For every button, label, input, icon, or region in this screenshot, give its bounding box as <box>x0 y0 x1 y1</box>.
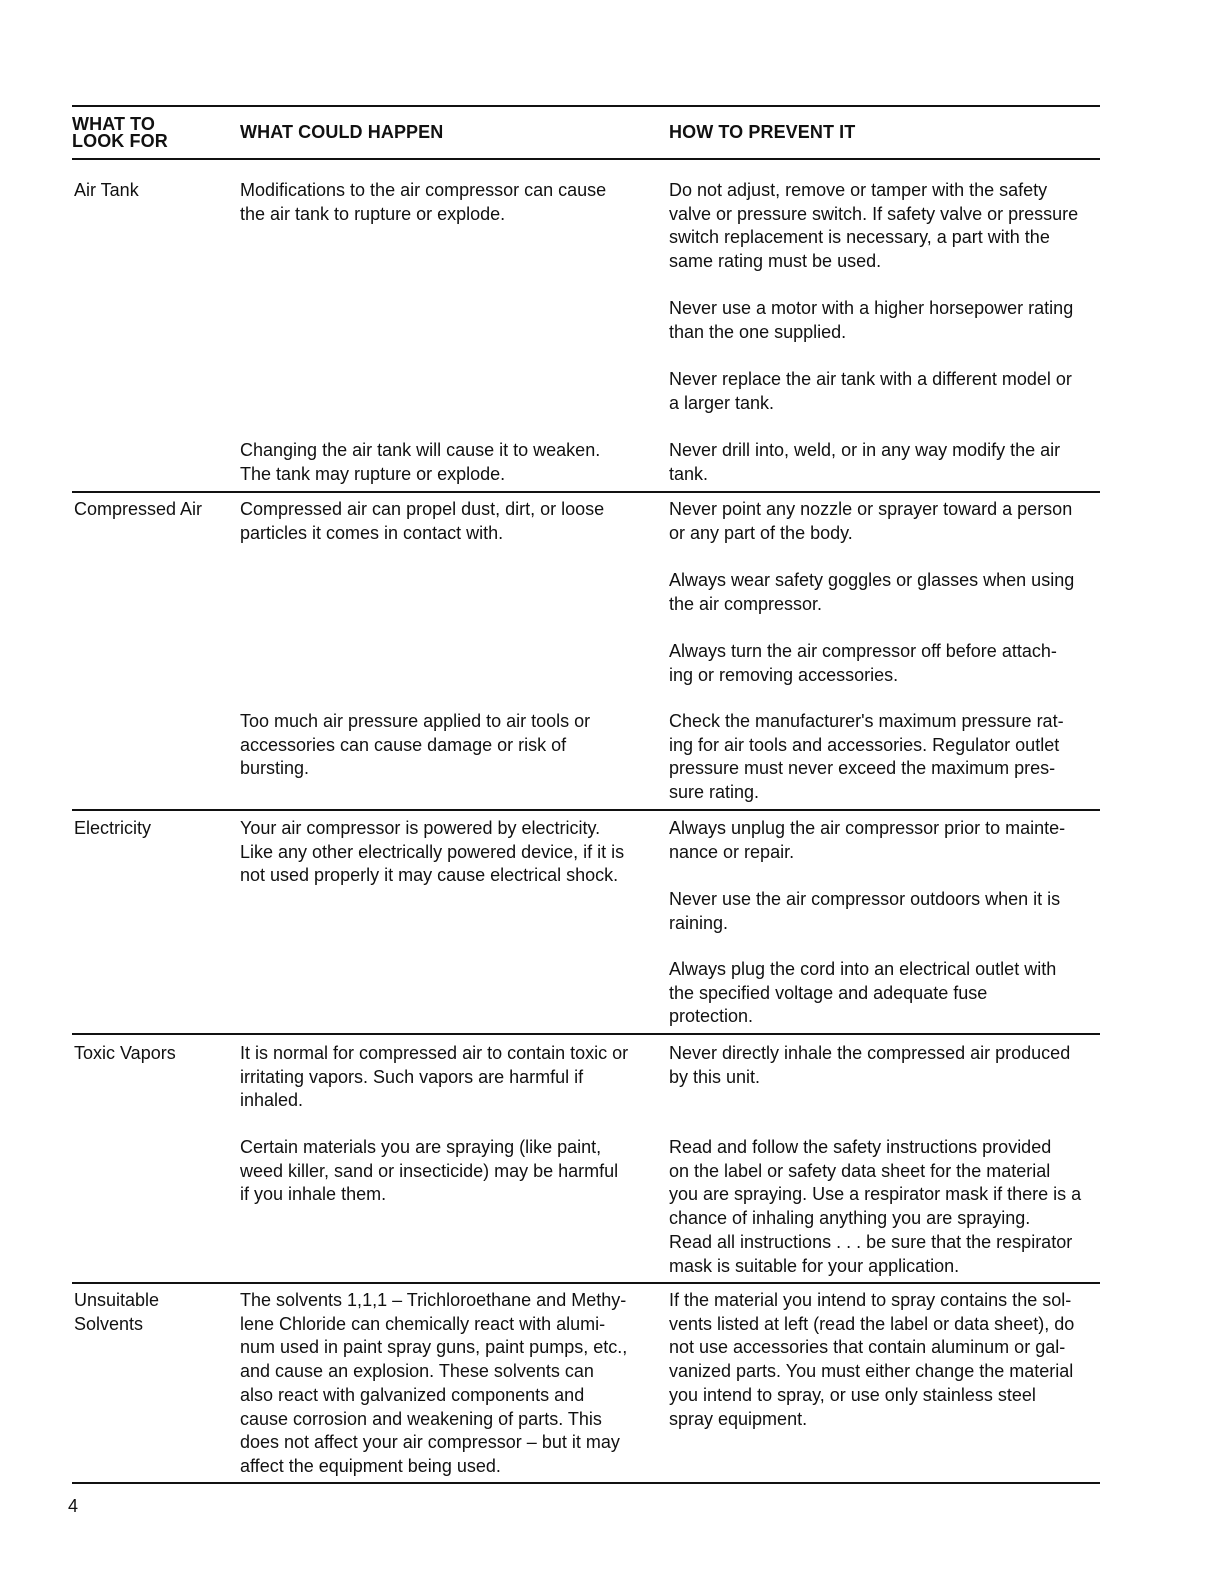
hazard-text: It is normal for compressed air to contain toxic or irritating vapors. Such vapors are harmful if inhaled. <box>240 1043 629 1111</box>
row-label-unsuitable-solvents: Unsuitable Solvents <box>74 1290 160 1334</box>
hazard-text: Modifications to the air compressor can cause the air tank to rupture or explode. <box>240 180 607 224</box>
prevention-text: Always wear safety goggles or glasses when using the air compressor. <box>669 570 1075 614</box>
row-label-electricity: Electricity <box>74 818 152 838</box>
row-divider <box>72 491 1100 493</box>
row-divider <box>72 1033 1100 1035</box>
row-label-compressed-air: Compressed Air <box>74 499 203 519</box>
prevention-text: If the material you intend to spray contains the sol- vents listed at left (read the label or data sheet), do not use accessories that contain aluminum or gal- vanized parts. You must either change the material you intend to spray, or use only stainless steel spray equipment. <box>669 1290 1075 1429</box>
hazard-text: Your air compressor is powered by electricity. Like any other electrically powered device, if it is not used properly it may cause electrical shock. <box>240 818 625 886</box>
hazard-text: Too much air pressure applied to air tools or accessories can cause damage or risk of bursting. <box>240 711 591 779</box>
header-what-to-look-for: WHAT TO LOOK FOR <box>72 114 168 151</box>
row-label-air-tank: Air Tank <box>74 180 139 200</box>
prevention-text: Always unplug the air compressor prior to mainte- nance or repair. <box>669 818 1066 862</box>
prevention-text: Never directly inhale the compressed air produced by this unit. <box>669 1043 1071 1087</box>
header-what-could-happen: WHAT COULD HAPPEN <box>240 122 444 142</box>
prevention-text: Check the manufacturer's maximum pressure rat- ing for air tools and accessories. Regulator outlet pressure must never exceed the maximum pres- sure rating. <box>669 711 1064 803</box>
table-top-rule <box>72 105 1100 107</box>
prevention-text: Read and follow the safety instructions provided on the label or safety data sheet for the material you are spraying. Use a respirator mask if there is a chance of inhaling anything you are spraying. Read all instructions . . . be sure that the respirator mask is suitable for your application. <box>669 1137 1082 1276</box>
table-bottom-rule <box>72 1482 1100 1484</box>
hazard-text: Certain materials you are spraying (like paint, weed killer, sand or insecticide) may be harmful if you inhale them. <box>240 1137 619 1205</box>
header-how-to-prevent-it: HOW TO PREVENT IT <box>669 122 856 142</box>
hazard-text: Changing the air tank will cause it to weaken. The tank may rupture or explode. <box>240 440 601 484</box>
prevention-text: Always plug the cord into an electrical outlet with the specified voltage and adequate fuse protection. <box>669 959 1057 1027</box>
prevention-text: Never use the air compressor outdoors when it is raining. <box>669 889 1061 933</box>
prevention-text: Never drill into, weld, or in any way modify the air tank. <box>669 440 1061 484</box>
header-bottom-rule <box>72 158 1100 160</box>
row-divider <box>72 809 1100 811</box>
prevention-text: Do not adjust, remove or tamper with the safety valve or pressure switch. If safety valve or pressure switch replacement is necessary, a part with the same rating must be used. <box>669 180 1079 272</box>
prevention-text: Never point any nozzle or sprayer toward a person or any part of the body. <box>669 499 1073 543</box>
row-divider <box>72 1282 1100 1284</box>
prevention-text: Always turn the air compressor off before attach- ing or removing accessories. <box>669 641 1057 685</box>
page-number: 4 <box>68 1496 79 1516</box>
prevention-text: Never replace the air tank with a different model or a larger tank. <box>669 369 1072 413</box>
row-label-toxic-vapors: Toxic Vapors <box>74 1043 176 1063</box>
prevention-text: Never use a motor with a higher horsepower rating than the one supplied. <box>669 298 1074 342</box>
hazard-text: The solvents 1,1,1 – Trichloroethane and Methy- lene Chloride can chemically react with alumi- num used in paint spray guns, paint pumps, etc., and cause an explosion. These solvents can also react with galvanized components and cause corrosion and weakening of parts. This does not affect your air compressor – but it may affect the equipment being used. <box>240 1290 628 1476</box>
hazard-text: Compressed air can propel dust, dirt, or loose particles it comes in contact with. <box>240 499 605 543</box>
